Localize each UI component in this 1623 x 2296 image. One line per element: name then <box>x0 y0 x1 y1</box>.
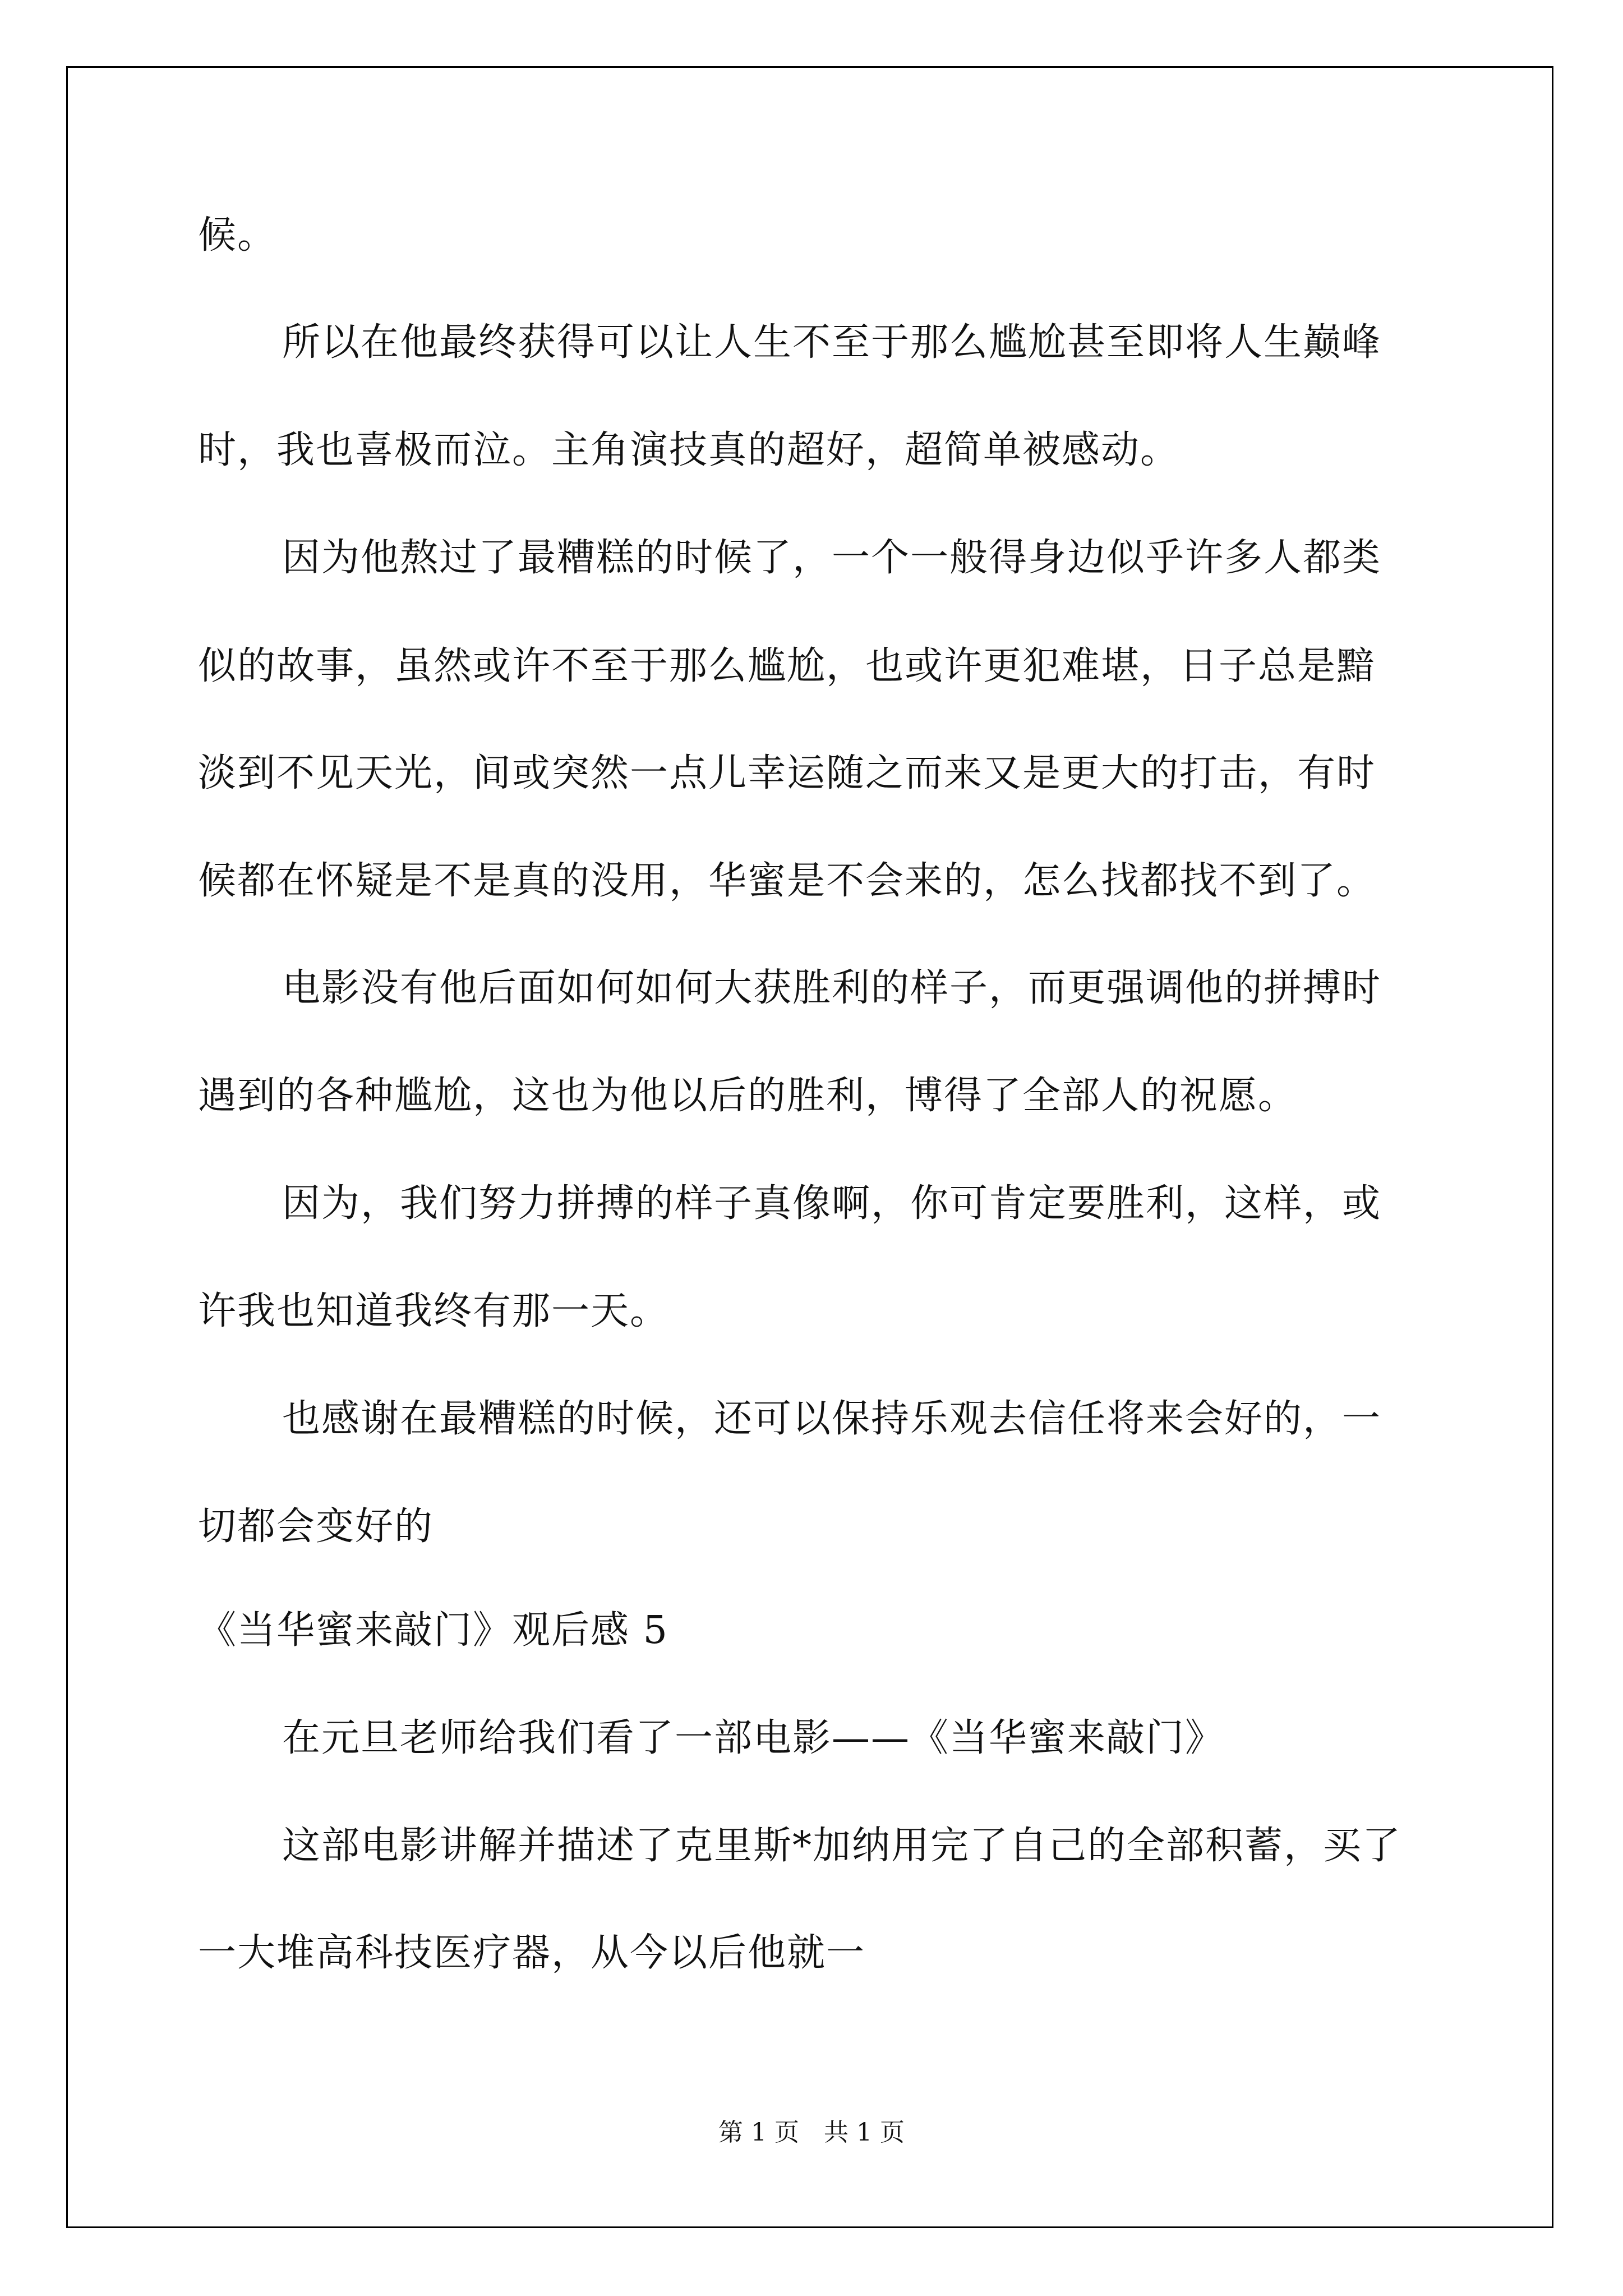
text-line: 切都会变好的 <box>198 1504 434 1549</box>
paragraph-start-line: 电影没有他后面如何如何大获胜利的样子，而更强调他的拼搏时 <box>282 966 1382 1010</box>
paragraph-start-line: 也感谢在最糟糕的时候，还可以保持乐观去信任将来会好的，一 <box>282 1397 1382 1441</box>
text-line: 候。 <box>198 213 277 257</box>
text-line: 淡到不见天光，间或突然一点儿幸运随之而来又是更大的打击，有时 <box>198 751 1376 795</box>
text-line: 遇到的各种尴尬，这也为他以后的胜利，博得了全部人的祝愿。 <box>198 1074 1298 1118</box>
page-border <box>66 66 1553 2228</box>
section-heading: 《当华蜜来敲门》观后感 5 <box>198 1608 668 1653</box>
paragraph-start-line: 这部电影讲解并描述了克里斯*加纳用完了自己的全部积蓄，买了 <box>282 1824 1402 1868</box>
paragraph-start-line: 因为他熬过了最糟糕的时候了，一个一般得身边似乎许多人都类 <box>282 536 1382 580</box>
text-line: 一大堆高科技医疗器，从今以后他就一 <box>198 1931 866 1975</box>
text-line: 似的故事，虽然或许不至于那么尴尬，也或许更犯难堪，日子总是黯 <box>198 644 1376 688</box>
paragraph-start-line: 在元旦老师给我们看了一部电影——《当华蜜来敲门》 <box>282 1716 1225 1760</box>
paragraph-start-line: 所以在他最终获得可以让人生不至于那么尴尬甚至即将人生巅峰 <box>282 320 1382 365</box>
page-number: 第 1 页 共 1 页 <box>718 2118 905 2147</box>
text-line: 许我也知道我终有那一天。 <box>198 1289 670 1333</box>
text-line: 候都在怀疑是不是真的没用，华蜜是不会来的，怎么找都找不到了。 <box>198 859 1376 903</box>
text-line: 时，我也喜极而泣。主角演技真的超好，超简单被感动。 <box>198 428 1180 472</box>
paragraph-start-line: 因为，我们努力拼搏的样子真像啊，你可肯定要胜利，这样，或 <box>282 1181 1382 1226</box>
